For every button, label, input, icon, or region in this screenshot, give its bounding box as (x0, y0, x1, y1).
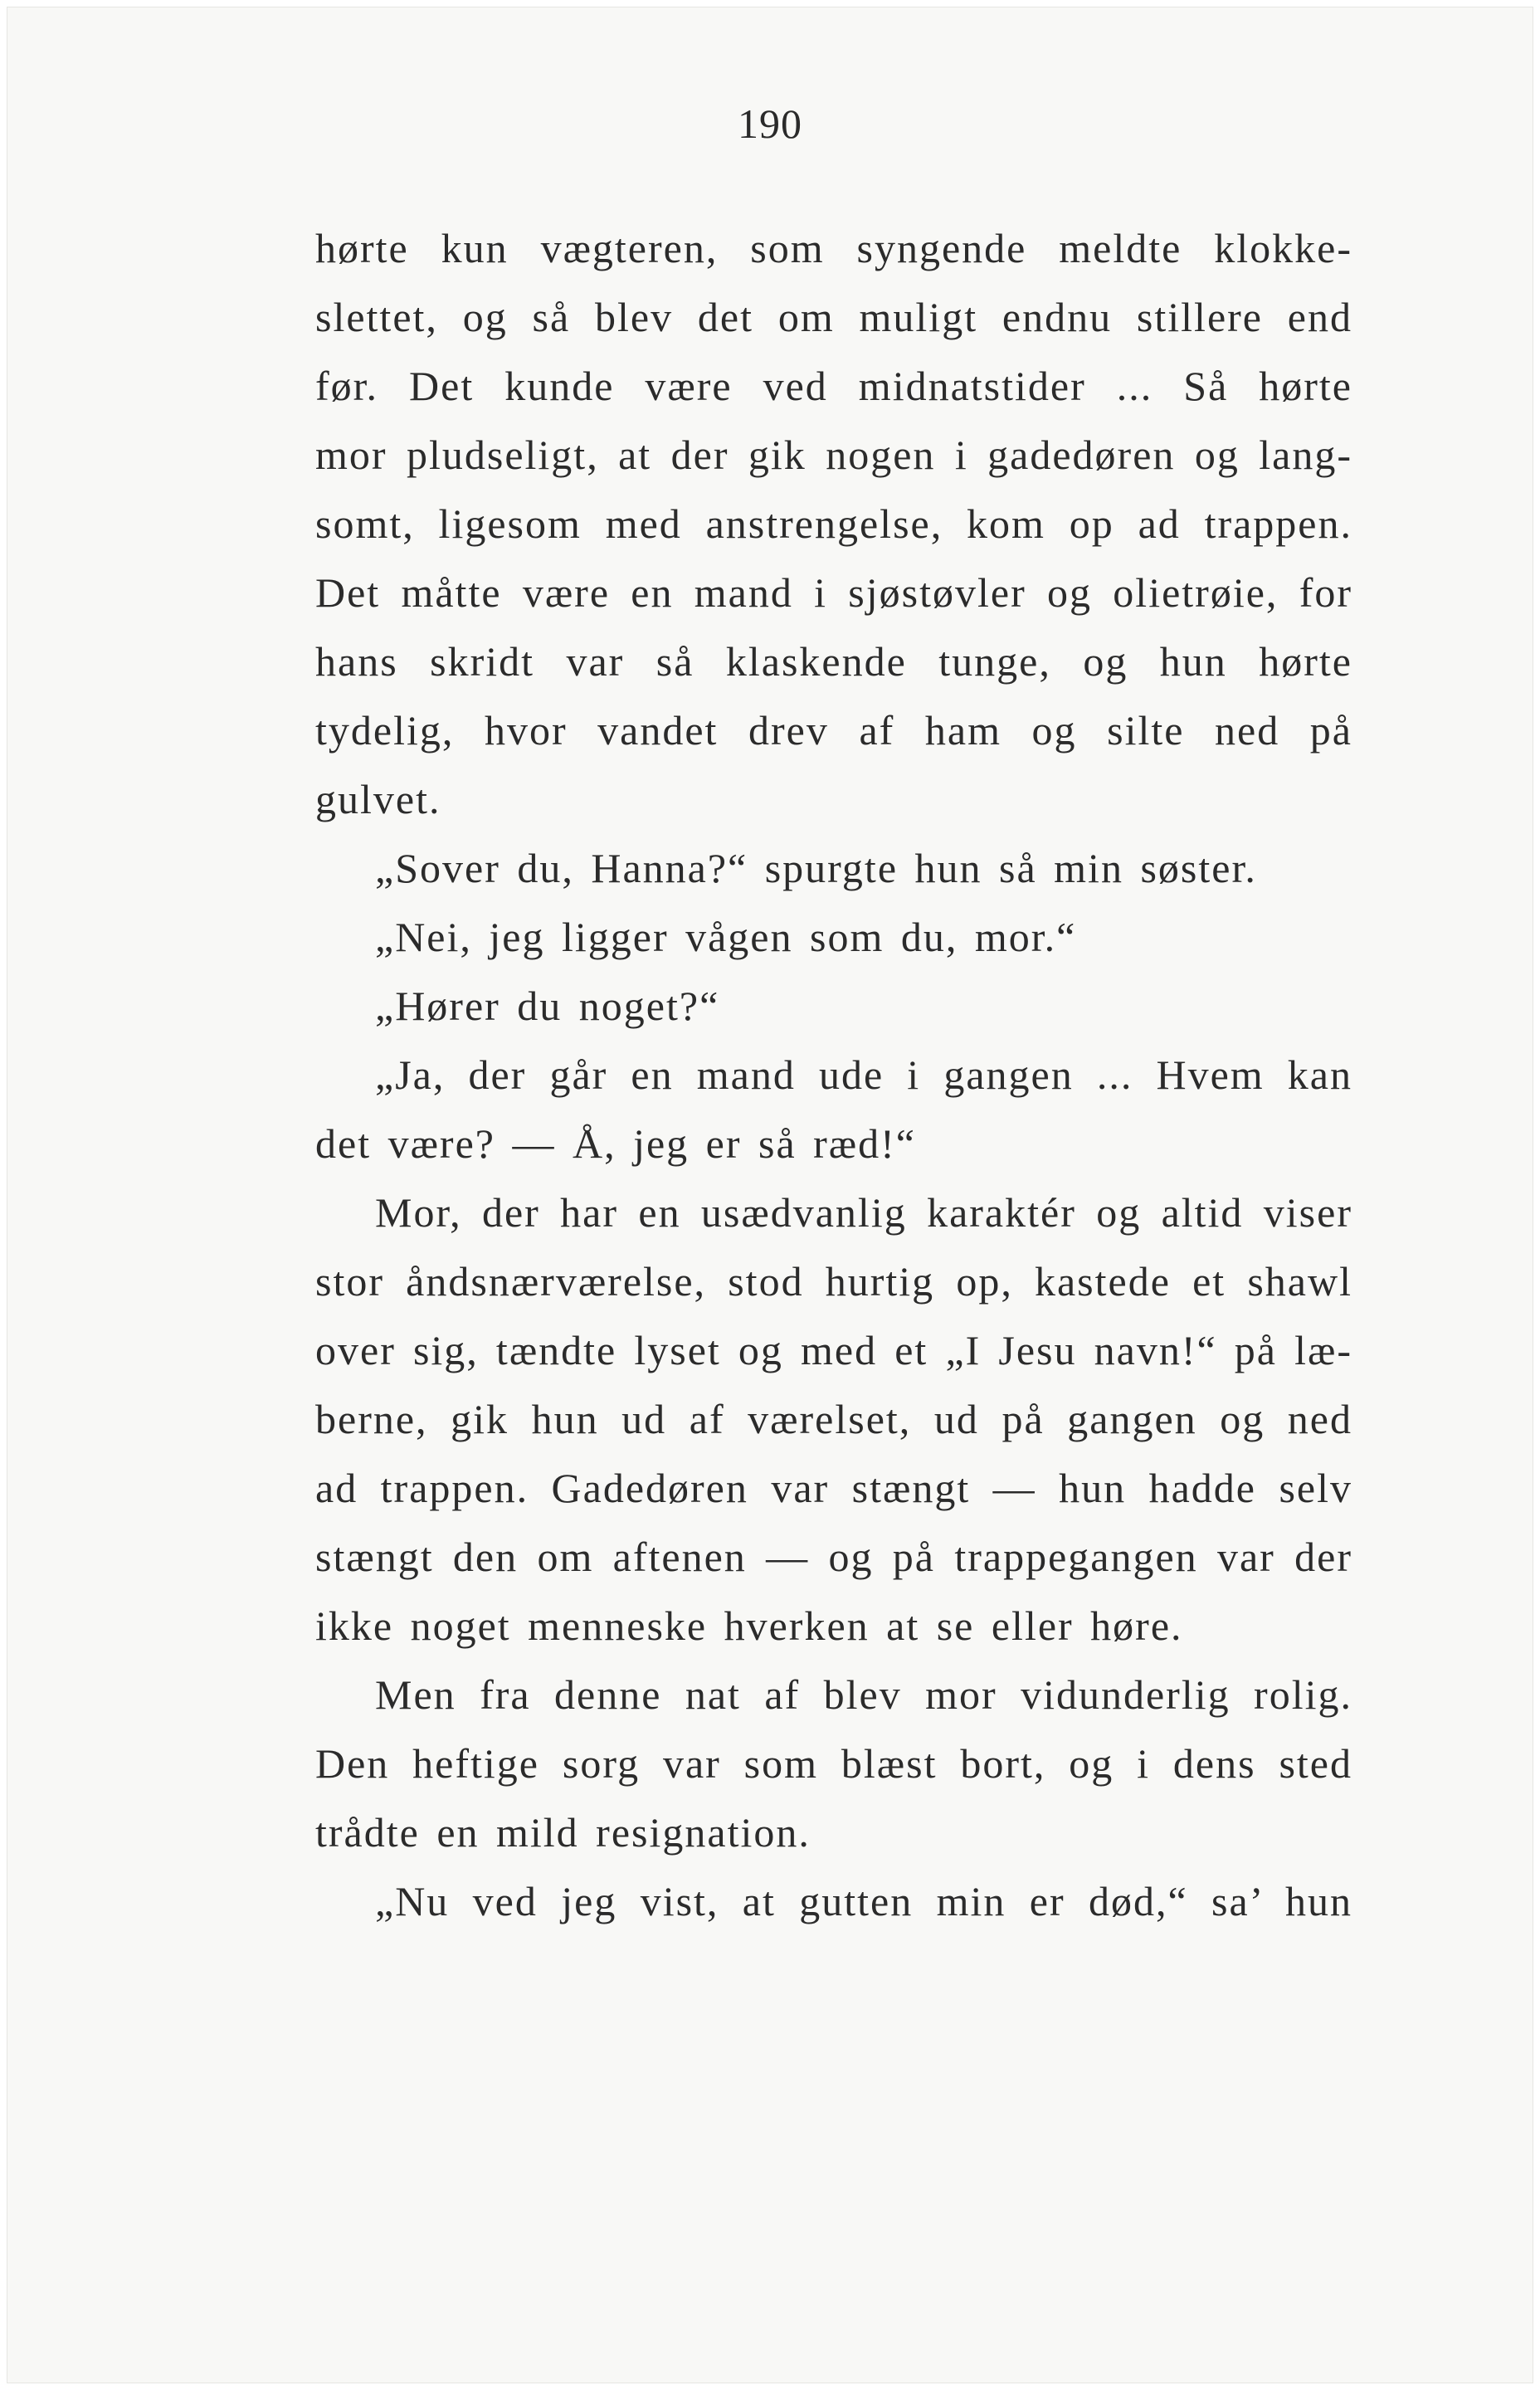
text-line: Men fra denne nat af blev mor vidunderlig rolig. (375, 1671, 1352, 1718)
text-line: slettet, og så blev det om muligt endnu stillere end (315, 294, 1352, 340)
text-line: trådte en mild resignation. (315, 1809, 811, 1856)
text-line: Den heftige sorg var som blæst bort, og i dens sted (315, 1740, 1352, 1787)
text-line: tydelig, hvor vandet drev af ham og silte ned på (315, 707, 1352, 754)
text-line: stor åndsnærværelse, stod hurtig op, kastede et shawl (315, 1258, 1352, 1305)
text-line: somt, ligesom med anstrengelse, kom op ad trappen. (315, 500, 1352, 547)
text-line: „Sover du, Hanna?“ spurgte hun så min søster. (375, 845, 1257, 891)
text-line: „Nu ved jeg vist, at gutten min er død,“ sa’ hun (375, 1878, 1352, 1924)
text-line: ad trappen. Gadedøren var stængt — hun hadde selv (315, 1465, 1352, 1511)
text-line: over sig, tændte lyset og med et „I Jesu navn!“ på læ- (315, 1327, 1352, 1373)
text-line: hans skridt var så klaskende tunge, og hun hørte (315, 638, 1352, 685)
body-text (315, 214, 1352, 1936)
text-line: det være? — Å, jeg er så ræd!“ (315, 1120, 916, 1167)
text-line: Mor, der har en usædvanlig karaktér og altid viser (375, 1189, 1352, 1236)
text-line: før. Det kunde være ved midnatstider ... Så hørte (315, 363, 1352, 409)
page-number: 190 (738, 100, 802, 147)
text-line: stængt den om aftenen — og på trappegangen var der (315, 1534, 1352, 1580)
text-line: „Nei, jeg ligger vågen som du, mor.“ (375, 914, 1077, 960)
text-line: gulvet. (315, 776, 441, 822)
text-line: „Hører du noget?“ (375, 983, 720, 1029)
text-line: hørte kun vægteren, som syngende meldte klokke- (315, 225, 1352, 271)
text-line: „Ja, der går en mand ude i gangen ... Hvem kan (375, 1051, 1352, 1098)
text-line: ikke noget menneske hverken at se eller høre. (315, 1602, 1183, 1649)
text-line: Det måtte være en mand i sjøstøvler og olietrøie, for (315, 569, 1352, 616)
book-page (7, 7, 1533, 2383)
text-line: berne, gik hun ud af værelset, ud på gangen og ned (315, 1396, 1352, 1442)
text-line: mor pludseligt, at der gik nogen i gadedøren og lang- (315, 432, 1352, 478)
